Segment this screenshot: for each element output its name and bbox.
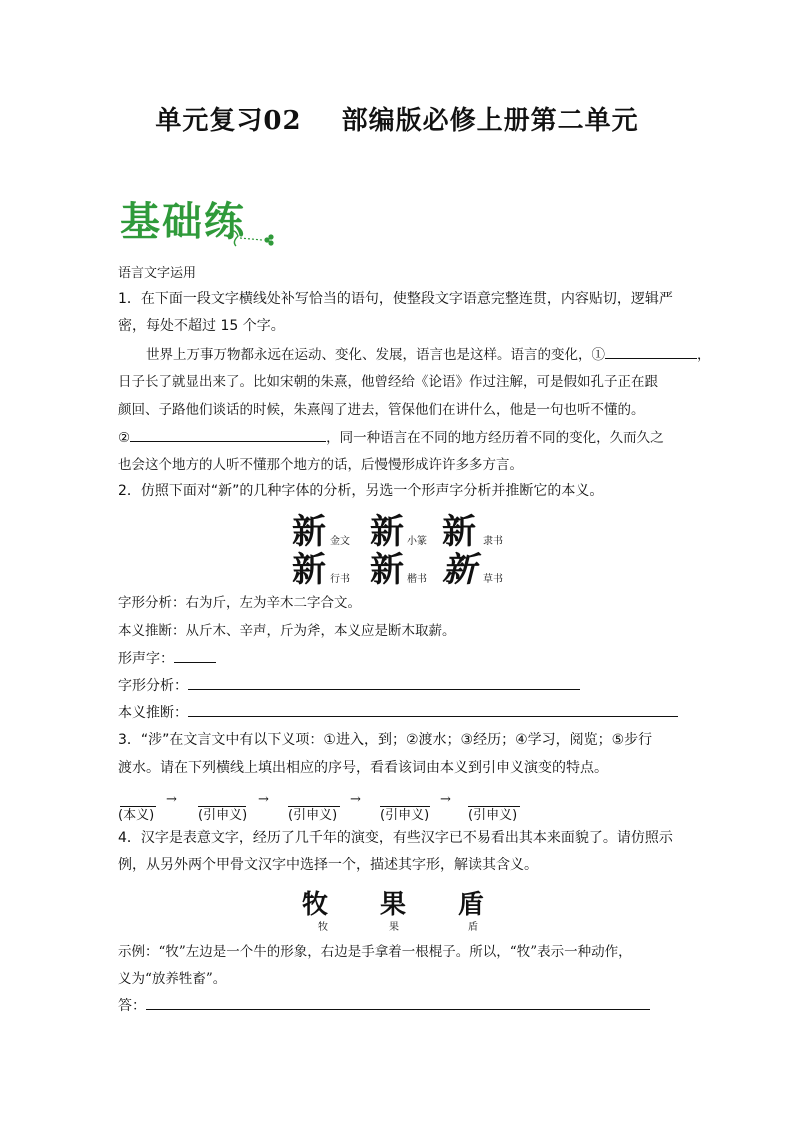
blank-marker-2: ② [118,430,131,446]
field-meaning-blank[interactable] [188,700,678,717]
answer-blank-1[interactable] [605,342,697,359]
oracle-dun: 盾 [458,890,485,920]
glyph-kaishu: 新 [370,550,404,590]
chain-arrow-4: → [440,792,451,807]
q4-example-line2: 义为“放养牲畜”。 [118,971,227,987]
oracle-label-dun: 盾 [468,922,478,933]
chain-label-5: (引申义) [468,808,518,823]
answer-blank[interactable] [146,993,650,1010]
field-meaning-label: 本义推断： [118,705,188,721]
q4-line2: 例，从另外两个甲骨文汉字中选择一个，描述其字形，解读其含义。 [118,857,538,873]
field-analysis-label: 字形分析： [118,678,188,694]
answer-label: 答： [118,998,146,1014]
q2-analysis: 字形分析：右为斤，左为辛木二字合文。 [118,595,361,611]
page-title [0,100,794,137]
q1-passage-text: ，同一种语言在不同的地方经历着不同的变化，久而久之 [326,430,664,446]
oracle-mu: 牧 [302,890,329,920]
q1-passage-line2: 日子长了就显出来了。比如宋朝的朱熹，他曾经给《论语》作过注解，可是假如孔子正在跟 [118,374,658,390]
q1-passage-line1 [146,341,711,369]
q1-prompt-line1: 1．在下面一段文字横线处补写恰当的语句，使整段文字语意完整连贯，内容贴切，逻辑严 [118,291,673,307]
glyph-lishu: 新 [442,512,476,552]
q2-meaning: 本义推断：从斤木、辛声，斤为斧，本义应是断木取薪。 [118,623,456,639]
label-xiaozhuan: 小篆 [407,536,427,547]
q3-chain [118,790,538,824]
chain-arrow-1: → [166,792,177,807]
blank-marker-1: ① [591,347,605,363]
field-analysis-blank[interactable] [188,673,580,690]
answer-blank-2[interactable] [130,425,326,442]
glyph-jinwen: 新 [292,512,324,552]
chain-label-4: (引申义) [380,808,430,823]
chain-label-3: (引申义) [288,808,338,823]
q1-passage-text: 世界上万事万物都永远在运动、变化、发展，语言也是这样。语言的变化， [146,347,592,363]
field-char-label: 形声字： [118,651,174,667]
q4-example-line1: 示例：“牧”左边是一个牛的形象，右边是手拿着一根棍子。所以，“牧”表示一种动作， [118,944,632,960]
title-right: 部编版必修上册第二单元 [341,106,639,136]
chain-label-2: (引申义) [198,808,248,823]
section-heading: 语言文字运用 [118,266,197,281]
q1-passage-line4 [118,424,664,452]
q2-field-meaning [118,700,678,727]
leaf-decoration-icon [226,224,276,248]
q1-passage-line5: 也会这个地方的人听不懂那个地方的话，后慢慢形成许许多多方言。 [118,457,523,473]
chain-arrow-2: → [258,792,269,807]
script-styles-figure [290,504,520,590]
label-lishu: 隶书 [483,536,503,547]
glyph-xiaozhuan: 新 [370,512,404,552]
oracle-bone-figure [300,884,500,932]
chain-label-1: (本义) [118,808,155,823]
label-xingshu: 行书 [330,574,350,585]
oracle-guo: 果 [380,890,407,920]
q1-passage-comma: ， [697,347,711,363]
q1-passage-line3: 颜回、子路他们谈话的时候，朱熹闯了进去，管保他们在讲什么，他是一句也听不懂的。 [118,402,645,418]
glyph-caoshu: 新 [442,550,476,590]
label-jinwen: 金文 [330,536,350,547]
field-char-blank[interactable] [174,646,216,663]
q2-field-char [118,646,216,673]
q1-prompt-line2: 密，每处不超过 15 个字。 [118,318,285,334]
q3-line2: 渡水。请在下列横线上填出相应的序号，看看该词由本义到引申义演变的特点。 [118,760,608,776]
q4-line1: 4．汉字是表意文字，经历了几千年的演变，有些汉字已不易看出其本来面貌了。请仿照示 [118,830,673,846]
q3-line1: 3．“涉”在文言文中有以下义项：①进入，到；②渡水；③经历；④学习，阅览；⑤步行 [118,732,653,748]
oracle-label-guo: 果 [389,922,399,933]
section-logo: 基础练 [120,199,246,245]
label-caoshu: 草书 [483,574,503,585]
oracle-label-mu: 牧 [318,922,328,933]
q4-answer [118,993,650,1020]
label-kaishu: 楷书 [407,574,427,585]
title-left: 单元复习02 [155,106,302,136]
q2-prompt: 2．仿照下面对“新”的几种字体的分析，另选一个形声字分析并推断它的本义。 [118,483,604,499]
glyph-xingshu: 新 [292,550,326,590]
chain-arrow-3: → [350,792,361,807]
q2-field-analysis [118,673,580,700]
